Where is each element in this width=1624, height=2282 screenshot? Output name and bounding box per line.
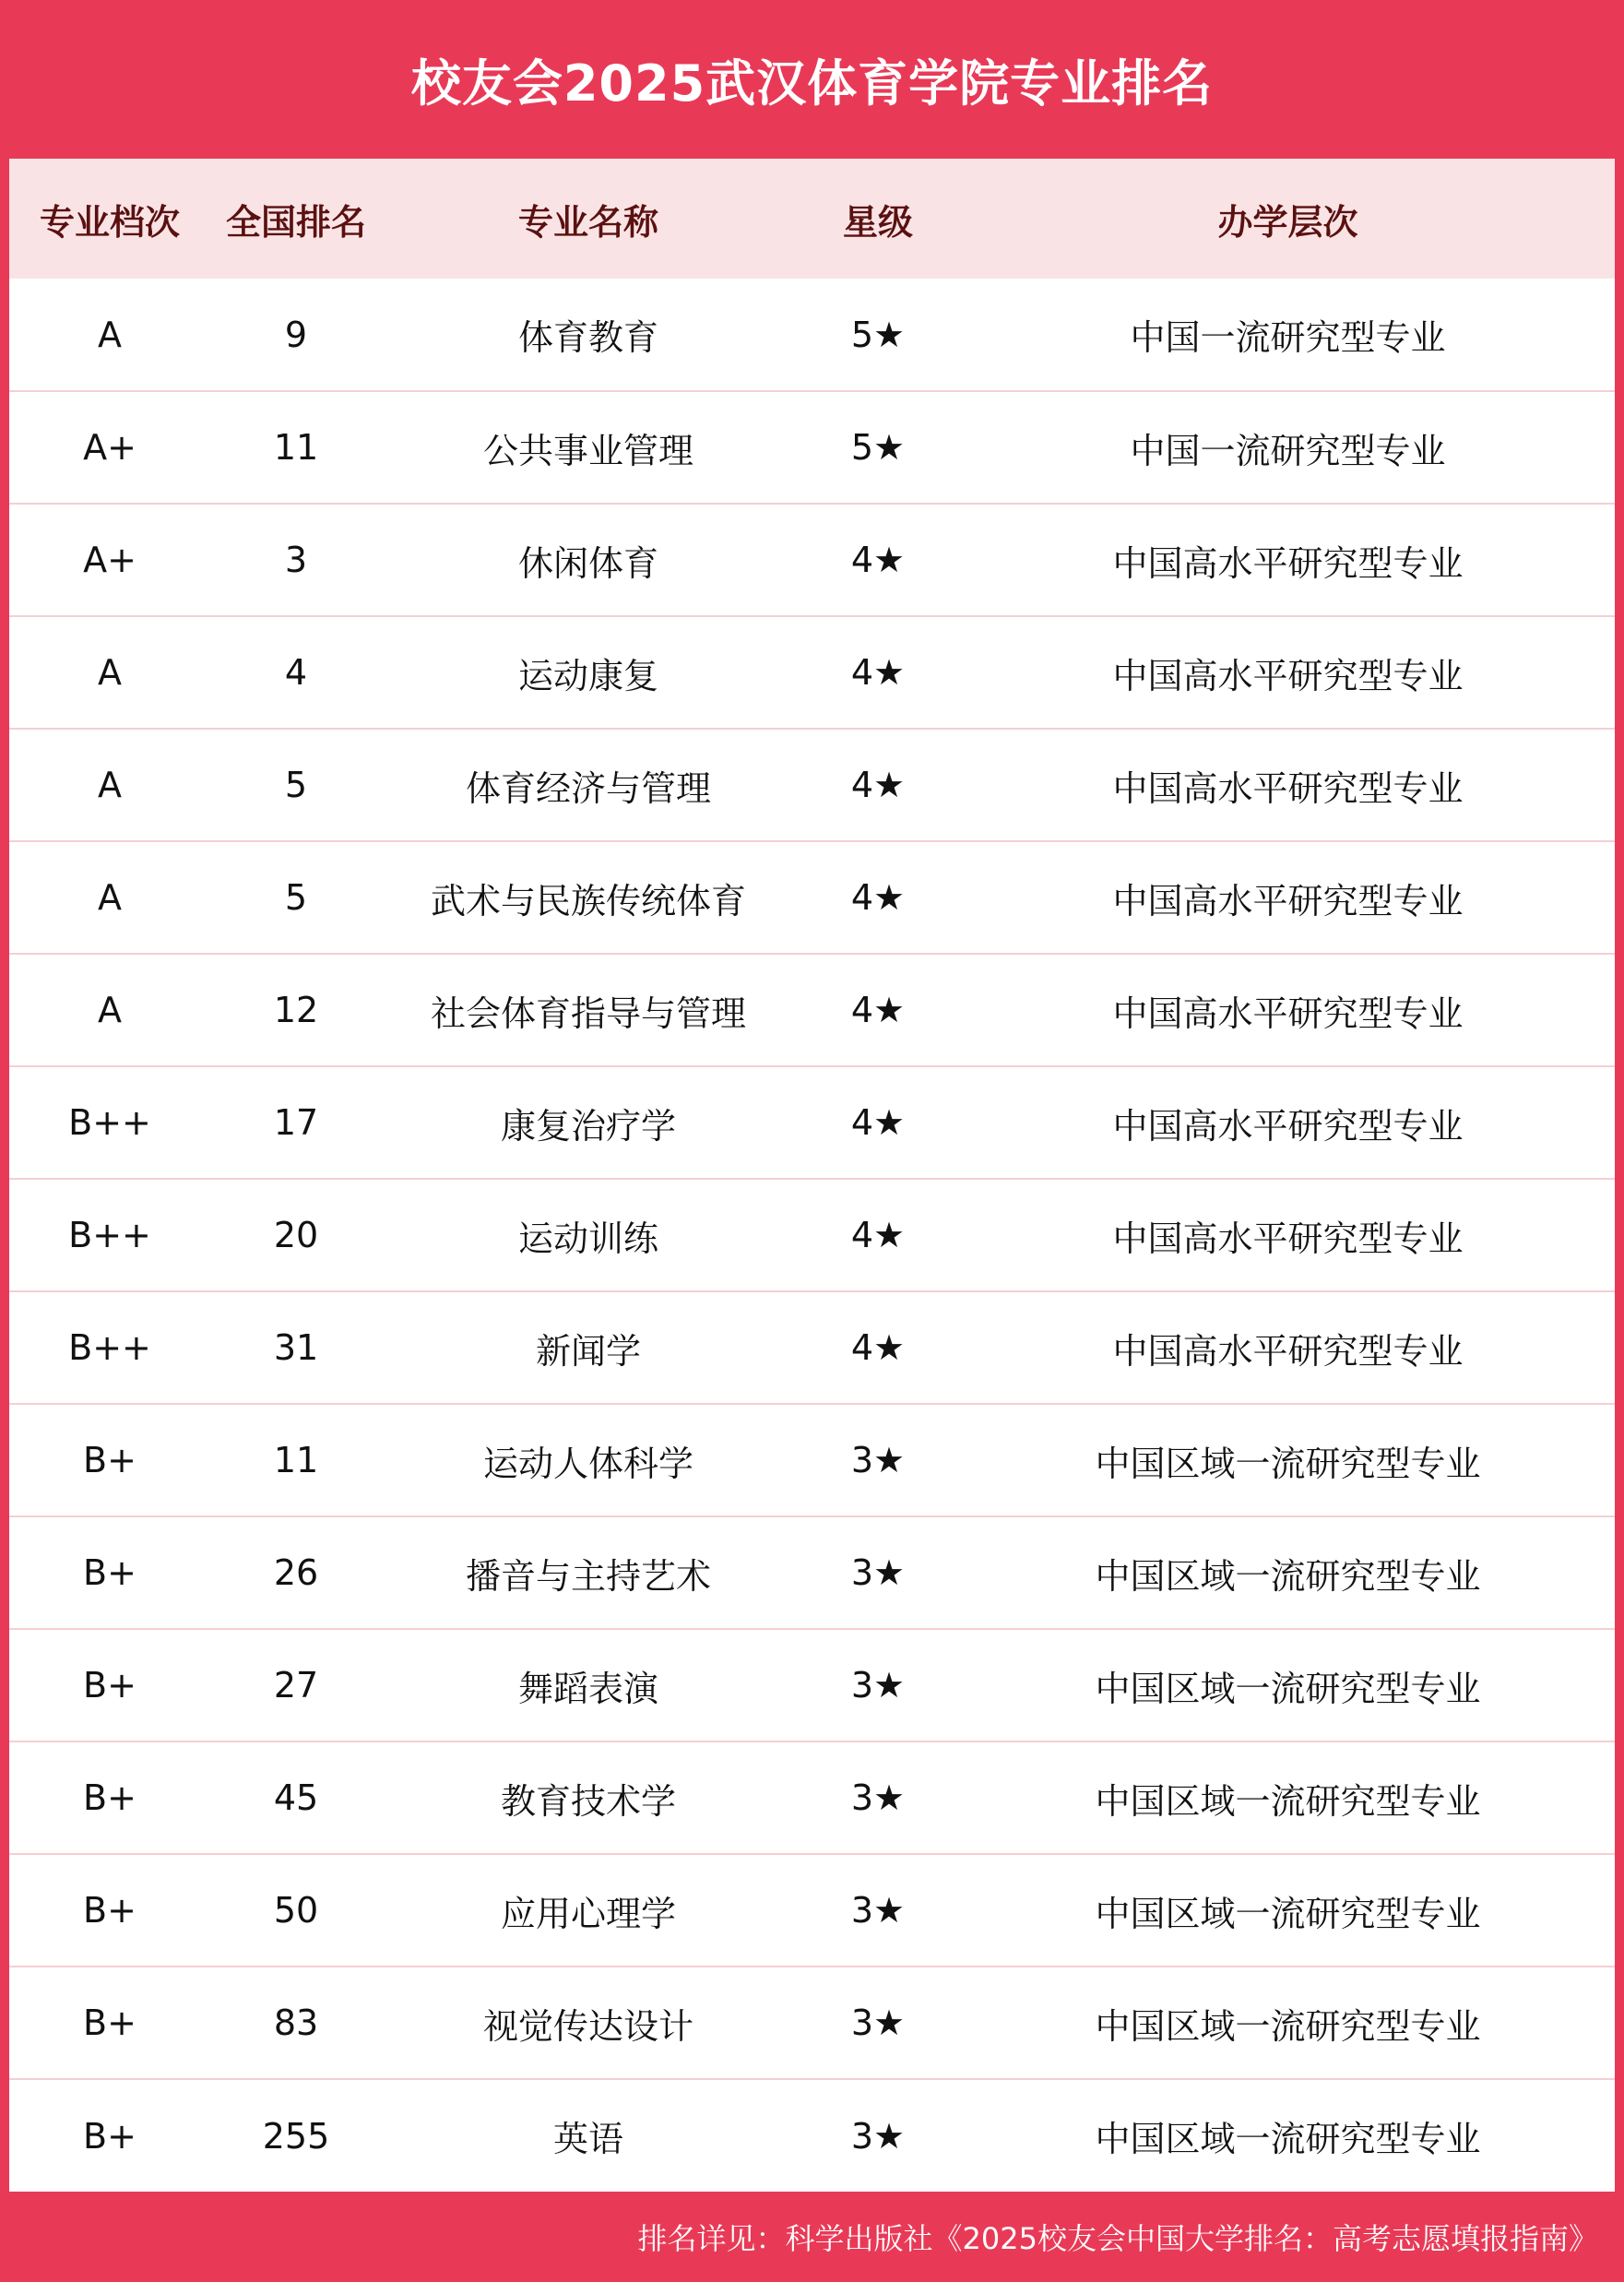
cell-star-level: 4★ xyxy=(795,841,961,954)
header-major-tier: 专业档次 xyxy=(39,201,180,243)
table-row xyxy=(9,616,1615,729)
cell-school-level: 中国高水平研究型专业 xyxy=(961,1066,1615,1179)
cell-major-tier: B+ xyxy=(9,1629,210,1741)
cell-star-level: 4★ xyxy=(795,1179,961,1291)
cell-star-level: 4★ xyxy=(795,1066,961,1179)
cell-school-level: 中国区域一流研究型专业 xyxy=(961,1854,1615,1967)
table-row xyxy=(9,954,1615,1066)
cell-national-rank: 5 xyxy=(210,729,382,841)
cell-national-rank: 255 xyxy=(210,2079,382,2192)
table-row xyxy=(9,1854,1615,1967)
table-row xyxy=(9,1516,1615,1629)
cell-national-rank: 5 xyxy=(210,841,382,954)
cell-major-name: 英语 xyxy=(382,2079,795,2192)
cell-major-name: 运动训练 xyxy=(382,1179,795,1291)
cell-major-tier: A+ xyxy=(9,391,210,504)
cell-school-level: 中国高水平研究型专业 xyxy=(961,1179,1615,1291)
table-row xyxy=(9,1629,1615,1741)
table-row xyxy=(9,391,1615,504)
table-row xyxy=(9,1741,1615,1854)
cell-star-level: 4★ xyxy=(795,504,961,616)
table-row xyxy=(9,1404,1615,1516)
cell-star-level: 3★ xyxy=(795,1404,961,1516)
cell-major-name: 康复治疗学 xyxy=(382,1066,795,1179)
cell-school-level: 中国区域一流研究型专业 xyxy=(961,1404,1615,1516)
cell-major-name: 运动康复 xyxy=(382,616,795,729)
cell-major-tier: A+ xyxy=(9,504,210,616)
table-row xyxy=(9,2079,1615,2192)
cell-major-tier: B++ xyxy=(9,1291,210,1404)
cell-major-name: 播音与主持艺术 xyxy=(382,1516,795,1629)
ranking-table-panel xyxy=(9,159,1615,2192)
cell-school-level: 中国高水平研究型专业 xyxy=(961,504,1615,616)
table-row xyxy=(9,504,1615,616)
cell-national-rank: 27 xyxy=(210,1629,382,1741)
table-body xyxy=(9,279,1615,2192)
cell-school-level: 中国高水平研究型专业 xyxy=(961,729,1615,841)
cell-star-level: 4★ xyxy=(795,616,961,729)
header-school-level: 办学层次 xyxy=(1217,201,1358,243)
cell-major-tier: B+ xyxy=(9,1967,210,2079)
cell-major-tier: B++ xyxy=(9,1066,210,1179)
cell-national-rank: 17 xyxy=(210,1066,382,1179)
cell-school-level: 中国区域一流研究型专业 xyxy=(961,1967,1615,2079)
cell-national-rank: 45 xyxy=(210,1741,382,1854)
cell-major-name: 应用心理学 xyxy=(382,1854,795,1967)
cell-major-tier: B+ xyxy=(9,1741,210,1854)
cell-national-rank: 3 xyxy=(210,504,382,616)
header-star-level: 星级 xyxy=(842,201,913,243)
cell-star-level: 3★ xyxy=(795,1967,961,2079)
footer-source-note: 排名详见：科学出版社《2025校友会中国大学排名：高考志愿填报指南》 xyxy=(637,2221,1598,2256)
cell-school-level: 中国区域一流研究型专业 xyxy=(961,1516,1615,1629)
cell-national-rank: 83 xyxy=(210,1967,382,2079)
table-row xyxy=(9,841,1615,954)
cell-major-name: 公共事业管理 xyxy=(382,391,795,504)
table-row xyxy=(9,729,1615,841)
cell-major-tier: B+ xyxy=(9,1516,210,1629)
table-row xyxy=(9,1967,1615,2079)
cell-major-name: 教育技术学 xyxy=(382,1741,795,1854)
table-row xyxy=(9,279,1615,391)
cell-star-level: 3★ xyxy=(795,1629,961,1741)
table-header-row xyxy=(9,159,1615,279)
table-row xyxy=(9,1291,1615,1404)
cell-major-name: 新闻学 xyxy=(382,1291,795,1404)
cell-star-level: 4★ xyxy=(795,954,961,1066)
ranking-table xyxy=(9,159,1615,2192)
cell-major-tier: B++ xyxy=(9,1179,210,1291)
cell-major-tier: B+ xyxy=(9,2079,210,2192)
header-national-rank: 全国排名 xyxy=(225,201,366,243)
cell-major-name: 舞蹈表演 xyxy=(382,1629,795,1741)
cell-major-tier: B+ xyxy=(9,1854,210,1967)
cell-major-name: 运动人体科学 xyxy=(382,1404,795,1516)
cell-major-tier: A xyxy=(98,314,122,355)
cell-star-level: 5★ xyxy=(850,314,906,355)
cell-star-level: 3★ xyxy=(795,2079,961,2192)
cell-national-rank: 12 xyxy=(210,954,382,1066)
cell-school-level: 中国一流研究型专业 xyxy=(1130,317,1446,358)
cell-star-level: 4★ xyxy=(795,1291,961,1404)
cell-national-rank: 20 xyxy=(210,1179,382,1291)
cell-major-name: 体育教育 xyxy=(517,317,658,358)
cell-school-level: 中国区域一流研究型专业 xyxy=(961,1629,1615,1741)
cell-major-tier: A xyxy=(9,841,210,954)
cell-star-level: 3★ xyxy=(795,1516,961,1629)
table-row xyxy=(9,1179,1615,1291)
cell-national-rank: 31 xyxy=(210,1291,382,1404)
cell-major-name: 武术与民族传统体育 xyxy=(382,841,795,954)
cell-major-tier: A xyxy=(9,729,210,841)
cell-major-name: 视觉传达设计 xyxy=(382,1967,795,2079)
cell-star-level: 5★ xyxy=(795,391,961,504)
cell-school-level: 中国高水平研究型专业 xyxy=(961,954,1615,1066)
cell-major-tier: B+ xyxy=(9,1404,210,1516)
cell-school-level: 中国一流研究型专业 xyxy=(961,391,1615,504)
cell-school-level: 中国区域一流研究型专业 xyxy=(961,2079,1615,2192)
cell-star-level: 4★ xyxy=(795,729,961,841)
cell-major-tier: A xyxy=(9,954,210,1066)
cell-star-level: 3★ xyxy=(795,1741,961,1854)
header-major-name: 专业名称 xyxy=(517,201,658,243)
cell-national-rank: 50 xyxy=(210,1854,382,1967)
cell-major-name: 社会体育指导与管理 xyxy=(382,954,795,1066)
cell-national-rank: 11 xyxy=(210,391,382,504)
table-row xyxy=(9,1066,1615,1179)
cell-national-rank: 4 xyxy=(210,616,382,729)
cell-national-rank: 11 xyxy=(210,1404,382,1516)
cell-major-name: 休闲体育 xyxy=(382,504,795,616)
cell-school-level: 中国高水平研究型专业 xyxy=(961,1291,1615,1404)
cell-school-level: 中国区域一流研究型专业 xyxy=(961,1741,1615,1854)
cell-national-rank: 9 xyxy=(284,314,308,355)
cell-national-rank: 26 xyxy=(210,1516,382,1629)
cell-major-name: 体育经济与管理 xyxy=(382,729,795,841)
cell-school-level: 中国高水平研究型专业 xyxy=(961,616,1615,729)
cell-school-level: 中国高水平研究型专业 xyxy=(961,841,1615,954)
cell-star-level: 3★ xyxy=(795,1854,961,1967)
cell-major-tier: A xyxy=(9,616,210,729)
page-title: 校友会2025武汉体育学院专业排名 xyxy=(410,53,1214,113)
